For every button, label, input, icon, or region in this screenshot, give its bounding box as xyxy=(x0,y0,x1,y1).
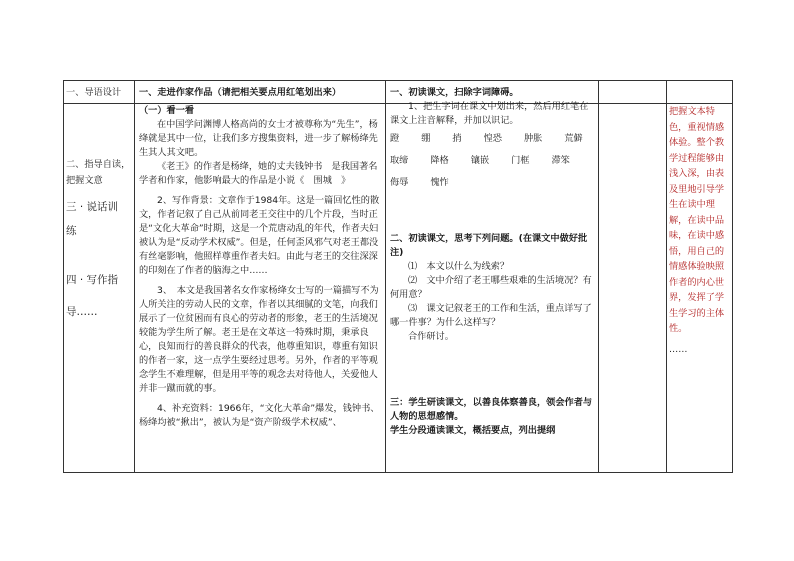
paragraph-3: 3、 本文是我国著名女作家杨绛女士写的一篇描写不为人所关注的劳动人民的文章，作者以其细腻的文笔，向我们展示了一位贫困而有良心的劳动者的形象，老王的生活境况较能为学生所了解。老王是在文革这一特殊时期，秉承良心，良知而行的善良群众的代表，他尊重知识，尊重有知识的作者一家，这一点学生要经过思考。另外，作者的平等观念学生不难理解，但是用平等的观念去对待他人，关爱他人并非一蹴而就的事。 xyxy=(139,285,379,394)
col1-item-speaking-line1: 三 · 说话训 xyxy=(66,201,119,213)
vocab-word: 取缔 xyxy=(390,155,409,166)
vocab-word: 镶嵌 xyxy=(470,155,490,166)
col1-item-guide-line2: 把握文意 xyxy=(66,175,103,186)
vocab-word: 愧怍 xyxy=(430,177,449,188)
column-divider xyxy=(598,81,599,472)
column-divider xyxy=(385,81,386,472)
teaching-reflection: 把握文本特色，重视情感体验。整个教学过程能够由浅入深，由表及里地引导学生在读中理解，在读中品味，在读中感悟，用自己的情感体验映照作者的内心世界，发挥了学生学习的主体性。 xyxy=(669,106,725,334)
paragraph-1: 在中国学问渊博人格高尚的女士才被尊称为“先生”，杨绛就是其中一位，让我们多方搜集资料，进一步了解杨绛先生其人其文吧。 xyxy=(139,119,378,158)
vocab-word: 绷 xyxy=(421,133,431,144)
lesson-plan-table xyxy=(63,80,733,473)
paragraph-1b: 《老王》的作者是杨绛，她的丈夫钱钟书 是我国著名学者和作家，他影响最大的作品是小说《 围城 》 xyxy=(139,161,378,186)
discussion-note: 合作研讨。 xyxy=(408,331,454,342)
column-divider xyxy=(134,81,135,472)
col1-item-guide-line1: 二、指导自读， xyxy=(66,159,131,170)
step1-title: 一、初读课文，扫除字词障碍。 xyxy=(390,87,519,98)
vocab-word: 门框 xyxy=(511,155,530,166)
col4-body xyxy=(669,104,731,357)
question-1: ⑴ 本文以什么为线索？ xyxy=(408,261,510,272)
vocab-word: 滞笨 xyxy=(551,155,570,166)
vocab-row-2 xyxy=(390,150,596,172)
section-heading: 一、走进作家作品（请把相关要点用红笔划出来） xyxy=(139,87,342,98)
paragraph-2: 2、写作背景：文章作于1984年。这是一篇回忆性的散文，作者记叙了自己从前同老王交往中的几个片段，当时正是“文化大革命”时期，这是一个荒唐动乱的年代，作者夫妇被认为是“反动学术权威”。但是，任何歪风邪气对老王都没有丝毫影响，他照样尊重作者夫妇。由此与老王的交往深深的印刻在了作者的脑海之中…… xyxy=(139,195,380,276)
step1-instruction: 1、把生字词在课文中划出来，然后用红笔在课文上注音解释，并加以识记。 xyxy=(390,101,589,126)
col1-item-writing-line1: 四 · 写作指 xyxy=(66,274,119,286)
vocab-word: 荒僻 xyxy=(564,133,583,144)
col1-writing-cell xyxy=(66,264,132,328)
vocab-word: 侮辱 xyxy=(390,177,409,188)
paragraph-4: 4、补充资料：1966年，“文化大革命”爆发，钱钟书、杨绛均被“揪出”，被认为是“资产阶级学术权威”、 xyxy=(139,403,380,428)
question-3: ⑶ 课文记叙老王的工作和生活，重点详写了哪一件事？为什么这样写？ xyxy=(390,303,592,328)
step3-instruction: 学生分段通读课文，概括要点，列出提纲 xyxy=(390,425,556,436)
col1-item-intro: 一、导语设计 xyxy=(66,87,122,98)
vocab-word: 降格 xyxy=(430,155,449,166)
col3-body xyxy=(390,86,596,470)
section-subheading: （一）看一看 xyxy=(139,105,195,116)
vocab-row-3 xyxy=(390,172,596,194)
step2-title: 二、初读课文，思考下列问题。(在课文中做好批注) xyxy=(390,233,588,258)
col1-cell xyxy=(66,86,132,100)
step3-title: 三：学生研读课文，以善良体察善良，领会作者与人物的思想感情。 xyxy=(390,397,593,422)
col1-item-speaking-line2: 练 xyxy=(66,225,77,237)
vocab-word: 惶恐 xyxy=(483,133,502,144)
col1-guide-cell xyxy=(66,157,132,189)
col2-body xyxy=(139,104,382,470)
col1-item-writing-line2: 导…… xyxy=(66,306,98,318)
vocab-word: 蹬 xyxy=(390,133,400,144)
col2-header xyxy=(139,86,382,100)
vocab-word: 肿胀 xyxy=(523,133,543,144)
reflection-ellipsis: …… xyxy=(669,343,688,355)
vocab-word: 捎 xyxy=(452,133,462,144)
column-divider xyxy=(666,81,667,472)
question-2: ⑵ 文中介绍了老王哪些艰难的生活境况？有何用意？ xyxy=(390,275,592,300)
vocab-row-1 xyxy=(390,128,596,150)
col1-speaking-cell xyxy=(66,195,132,243)
